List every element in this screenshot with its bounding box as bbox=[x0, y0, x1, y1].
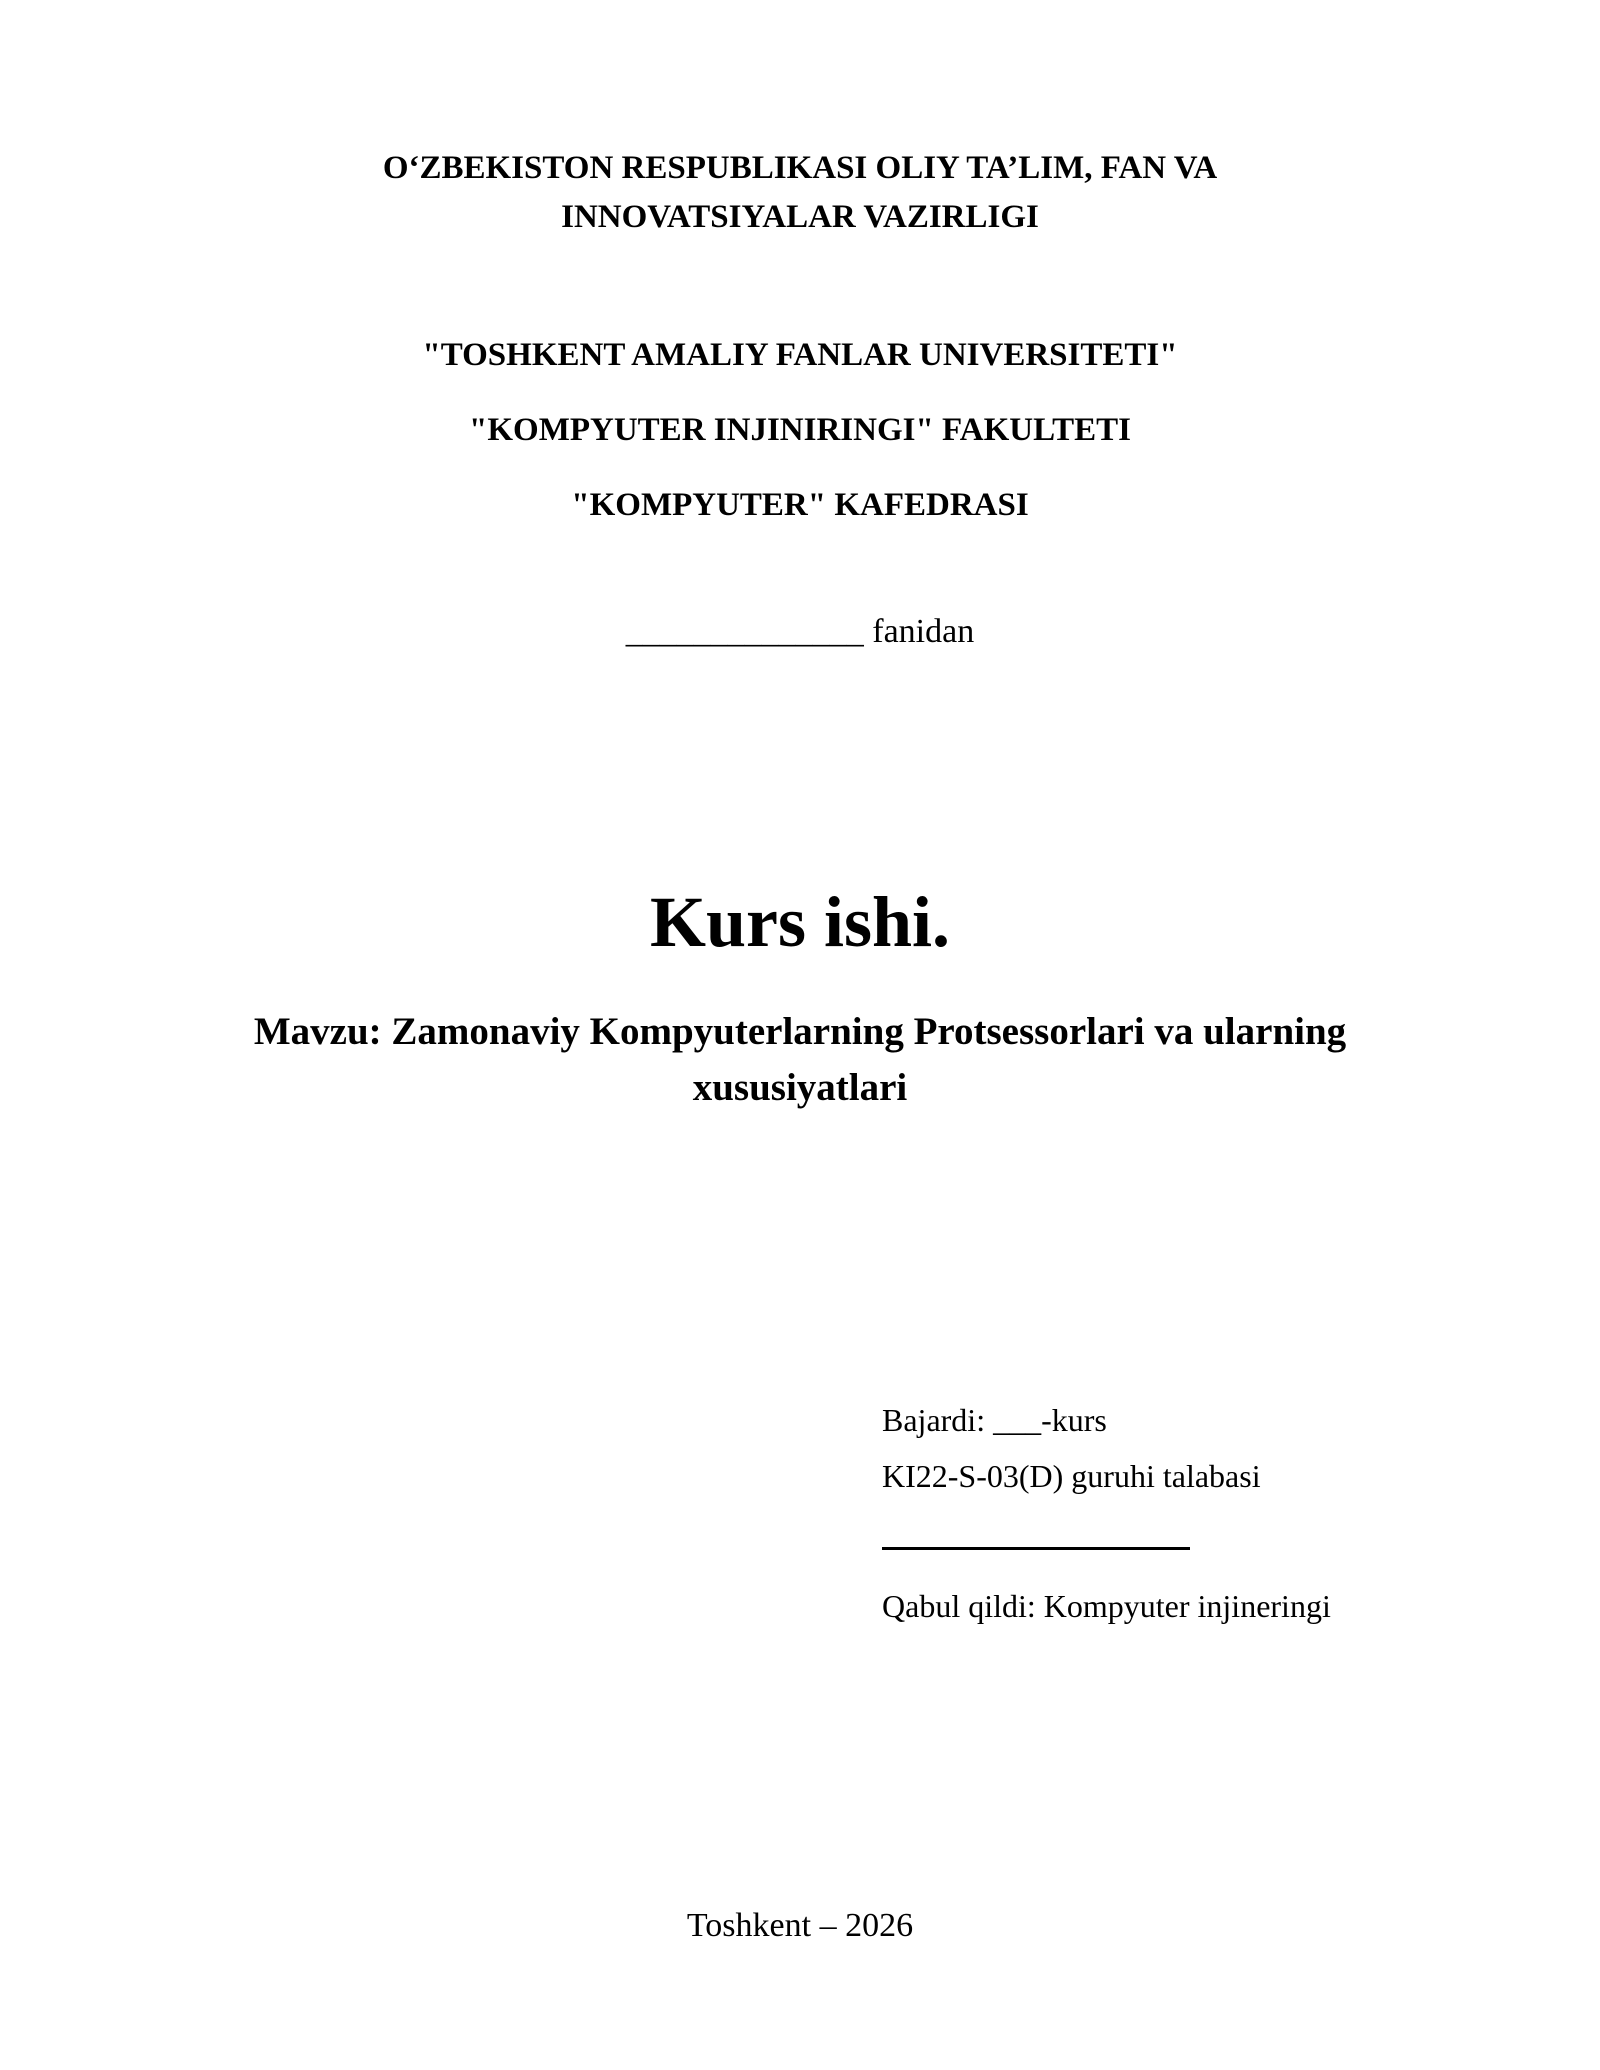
topic-line-2: xususiyatlari bbox=[692, 1066, 908, 1109]
faculty-name: "KOMPYUTER INJINIRINGI" FAKULTETI bbox=[469, 412, 1131, 448]
signature-line bbox=[882, 1547, 1190, 1550]
subject-line: ______________ fanidan bbox=[625, 613, 975, 650]
topic-heading bbox=[0, 1004, 1600, 1116]
accepted-by: Qabul qildi: Kompyuter injineringi bbox=[882, 1588, 1331, 1624]
university-name: "TOSHKENT AMALIY FANLAR UNIVERSITETI" bbox=[422, 337, 1178, 373]
topic-line-1: Mavzu: Zamonaviy Kompyuterlarning Protsessorlari va ularning bbox=[253, 1010, 1347, 1053]
performed-by: Bajardi: ___-kurs bbox=[882, 1402, 1107, 1438]
ministry-line-1: O‘ZBEKISTON RESPUBLIKASI OLIY TA’LIM, FAN VA bbox=[382, 150, 1218, 186]
city-year: Toshkent – 2026 bbox=[686, 1907, 914, 1944]
student-group: KI22-S-03(D) guruhi talabasi bbox=[882, 1458, 1261, 1494]
ministry-heading bbox=[0, 144, 1600, 242]
ministry-line-2: INNOVATSIYALAR VAZIRLIGI bbox=[561, 199, 1039, 235]
document-title: Kurs ishi. bbox=[649, 882, 951, 962]
department-name: "KOMPYUTER" KAFEDRASI bbox=[571, 487, 1029, 523]
